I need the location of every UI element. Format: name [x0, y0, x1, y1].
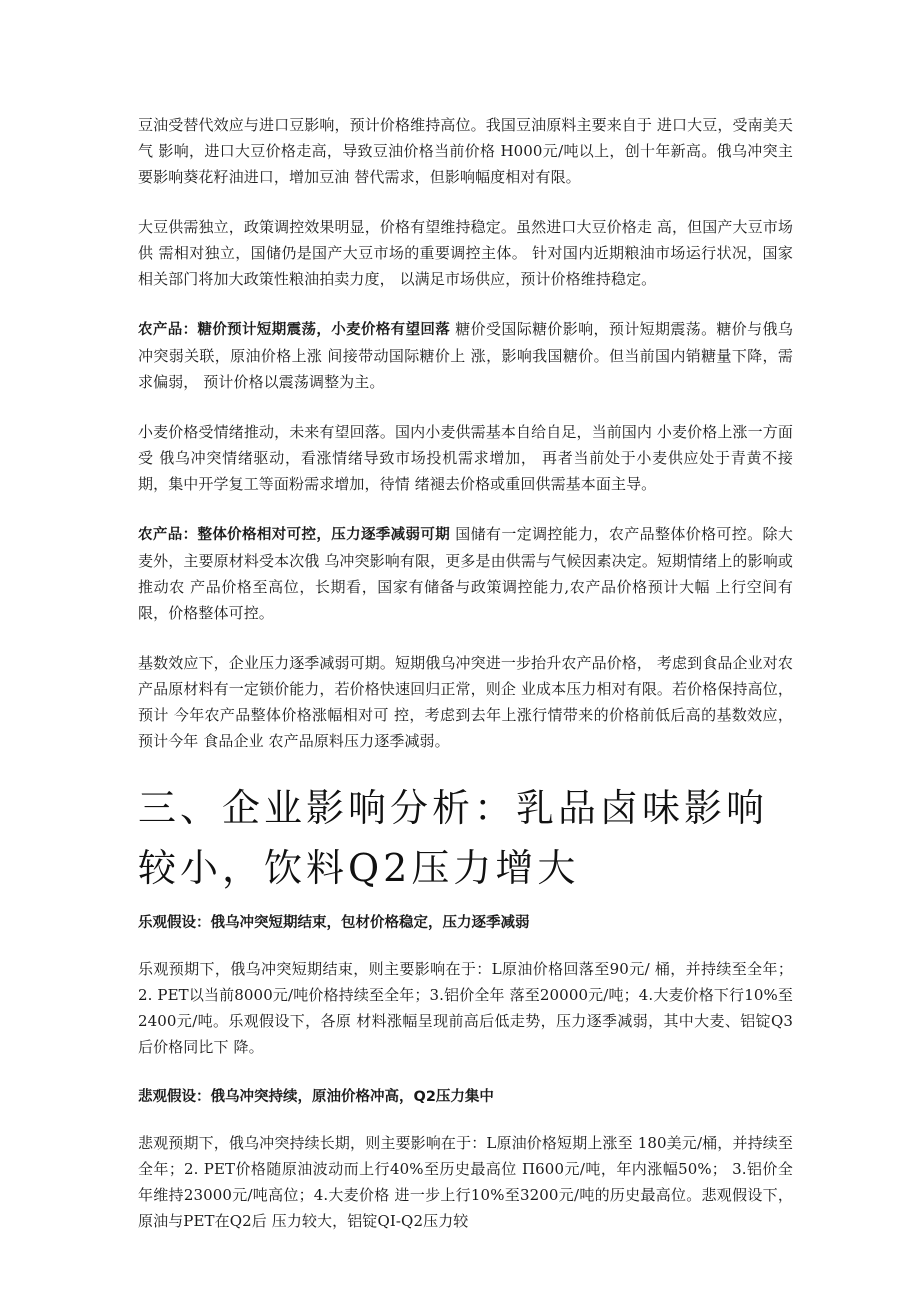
paragraph-lead-sugar-wheat: 农产品：糖价预计短期震荡，小麦价格有望回落: [138, 322, 451, 338]
paragraph-wheat: 小麦价格受情绪推动，未来有望回落。国内小麦供需基本自给自足，当前国内 小麦价格上涨一方面受 俄乌冲突情绪驱动，看涨情绪导致市场投机需求增加， 再者当前处于小麦供应处于青黄不接期，集中开学复工等面粉需求增加，待情 绪褪去价格或重回供需基本面主导。: [138, 423, 793, 493]
paragraph-lead-agri-overall: 农产品：整体价格相对可控，压力逐季减弱可期: [138, 527, 451, 543]
paragraph-agri-overall: [138, 521, 793, 626]
paragraph-body-agri-overall: 国储有一定调控能力，农产品整体价格可控。除大麦外，主要原材料受本次俄 乌冲突影响有限，更多是由供需与气候因素决定。短期情绪上的影响或推动农 产品价格至高位，长期看，国家有储备与政策调控能力,农产品价格预计大幅 上行空间有限，价格整体可控。: [138, 525, 793, 622]
paragraph-base-effect: 基数效应下，企业压力逐季减弱可期。短期俄乌冲突进一步抬升农产品价格， 考虑到食品企业对农产品原材料有一定锁价能力，若价格快速回归正常，则企 业成本压力相对有限。若价格保持高位，预计 今年农产品整体价格涨幅相对可 控，考虑到去年上涨行情带来的价格前低后高的基数效应，预计今年 食品企业 农产品原料压力逐季减弱。: [138, 654, 793, 750]
optimistic-heading: 乐观假设：俄乌冲突短期结束，包材价格稳定，压力逐季减弱: [138, 915, 530, 931]
pessimistic-heading: 悲观假设：俄乌冲突持续，原油价格冲高，Q2压力集中: [138, 1089, 494, 1105]
document-page: [138, 112, 793, 1258]
paragraph-soybean-oil: 豆油受替代效应与进口豆影响，预计价格维持高位。我国豆油原料主要来自于 进口大豆，受南美天气 影响，进口大豆价格走高，导致豆油价格当前价格 H000元/吨以上，创十年新高。俄乌冲突主要影响葵花籽油进口，增加豆油 替代需求，但影响幅度相对有限。: [138, 116, 793, 186]
paragraph-optimistic: 乐观预期下，俄乌冲突短期结束，则主要影响在于：L原油价格回落至90元/ 桶，并持续至全年；2. PET以当前8000元/吨价格持续至全年；3.铝价全年 落至20000元/吨；4.大麦价格下行10%至2400元/吨。乐观假设下，各原 材料涨幅呈现前高后低走势，压力逐季减弱，其中大麦、铝锭Q3后价格同比下 降。: [138, 960, 793, 1056]
paragraph-sugar: [138, 316, 793, 395]
paragraph-soybean-supply: 大豆供需独立，政策调控效果明显，价格有望维持稳定。虽然进口大豆价格走 高，但国产大豆市场供 需相对独立，国储仍是国产大豆市场的重要调控主体。 针对国内近期粮油市场运行状况，国家相关部门将加大政策性粮油拍卖力度， 以满足市场供应，预计价格维持稳定。: [138, 218, 793, 288]
paragraph-pessimistic: 悲观预期下，俄乌冲突持续长期，则主要影响在于：L原油价格短期上涨至 180美元/桶，并持续至全年；2. PET价格随原油波动而上行40%至历史最高位 Π600元/吨，年内涨幅50%； 3.铝价全年维持23000元/吨高位；4.大麦价格 进一步上行10%至3200元/吨的历史最高位。悲观假设下，原油与PET在Q2后 压力较大，铝锭QI-Q2压力较: [138, 1134, 793, 1230]
section-title: 三、企业影响分析：乳品卤味影响较小，饮料Q2压力增大: [138, 786, 769, 890]
paragraph-body-sugar: 糖价受国际糖价影响，预计短期震荡。糖价与俄乌冲突弱关联，原油价格上涨 间接带动国际糖价上 涨，影响我国糖价。但当前国内销糖量下降，需求偏弱， 预计价格以震荡调整为主。: [138, 320, 793, 391]
